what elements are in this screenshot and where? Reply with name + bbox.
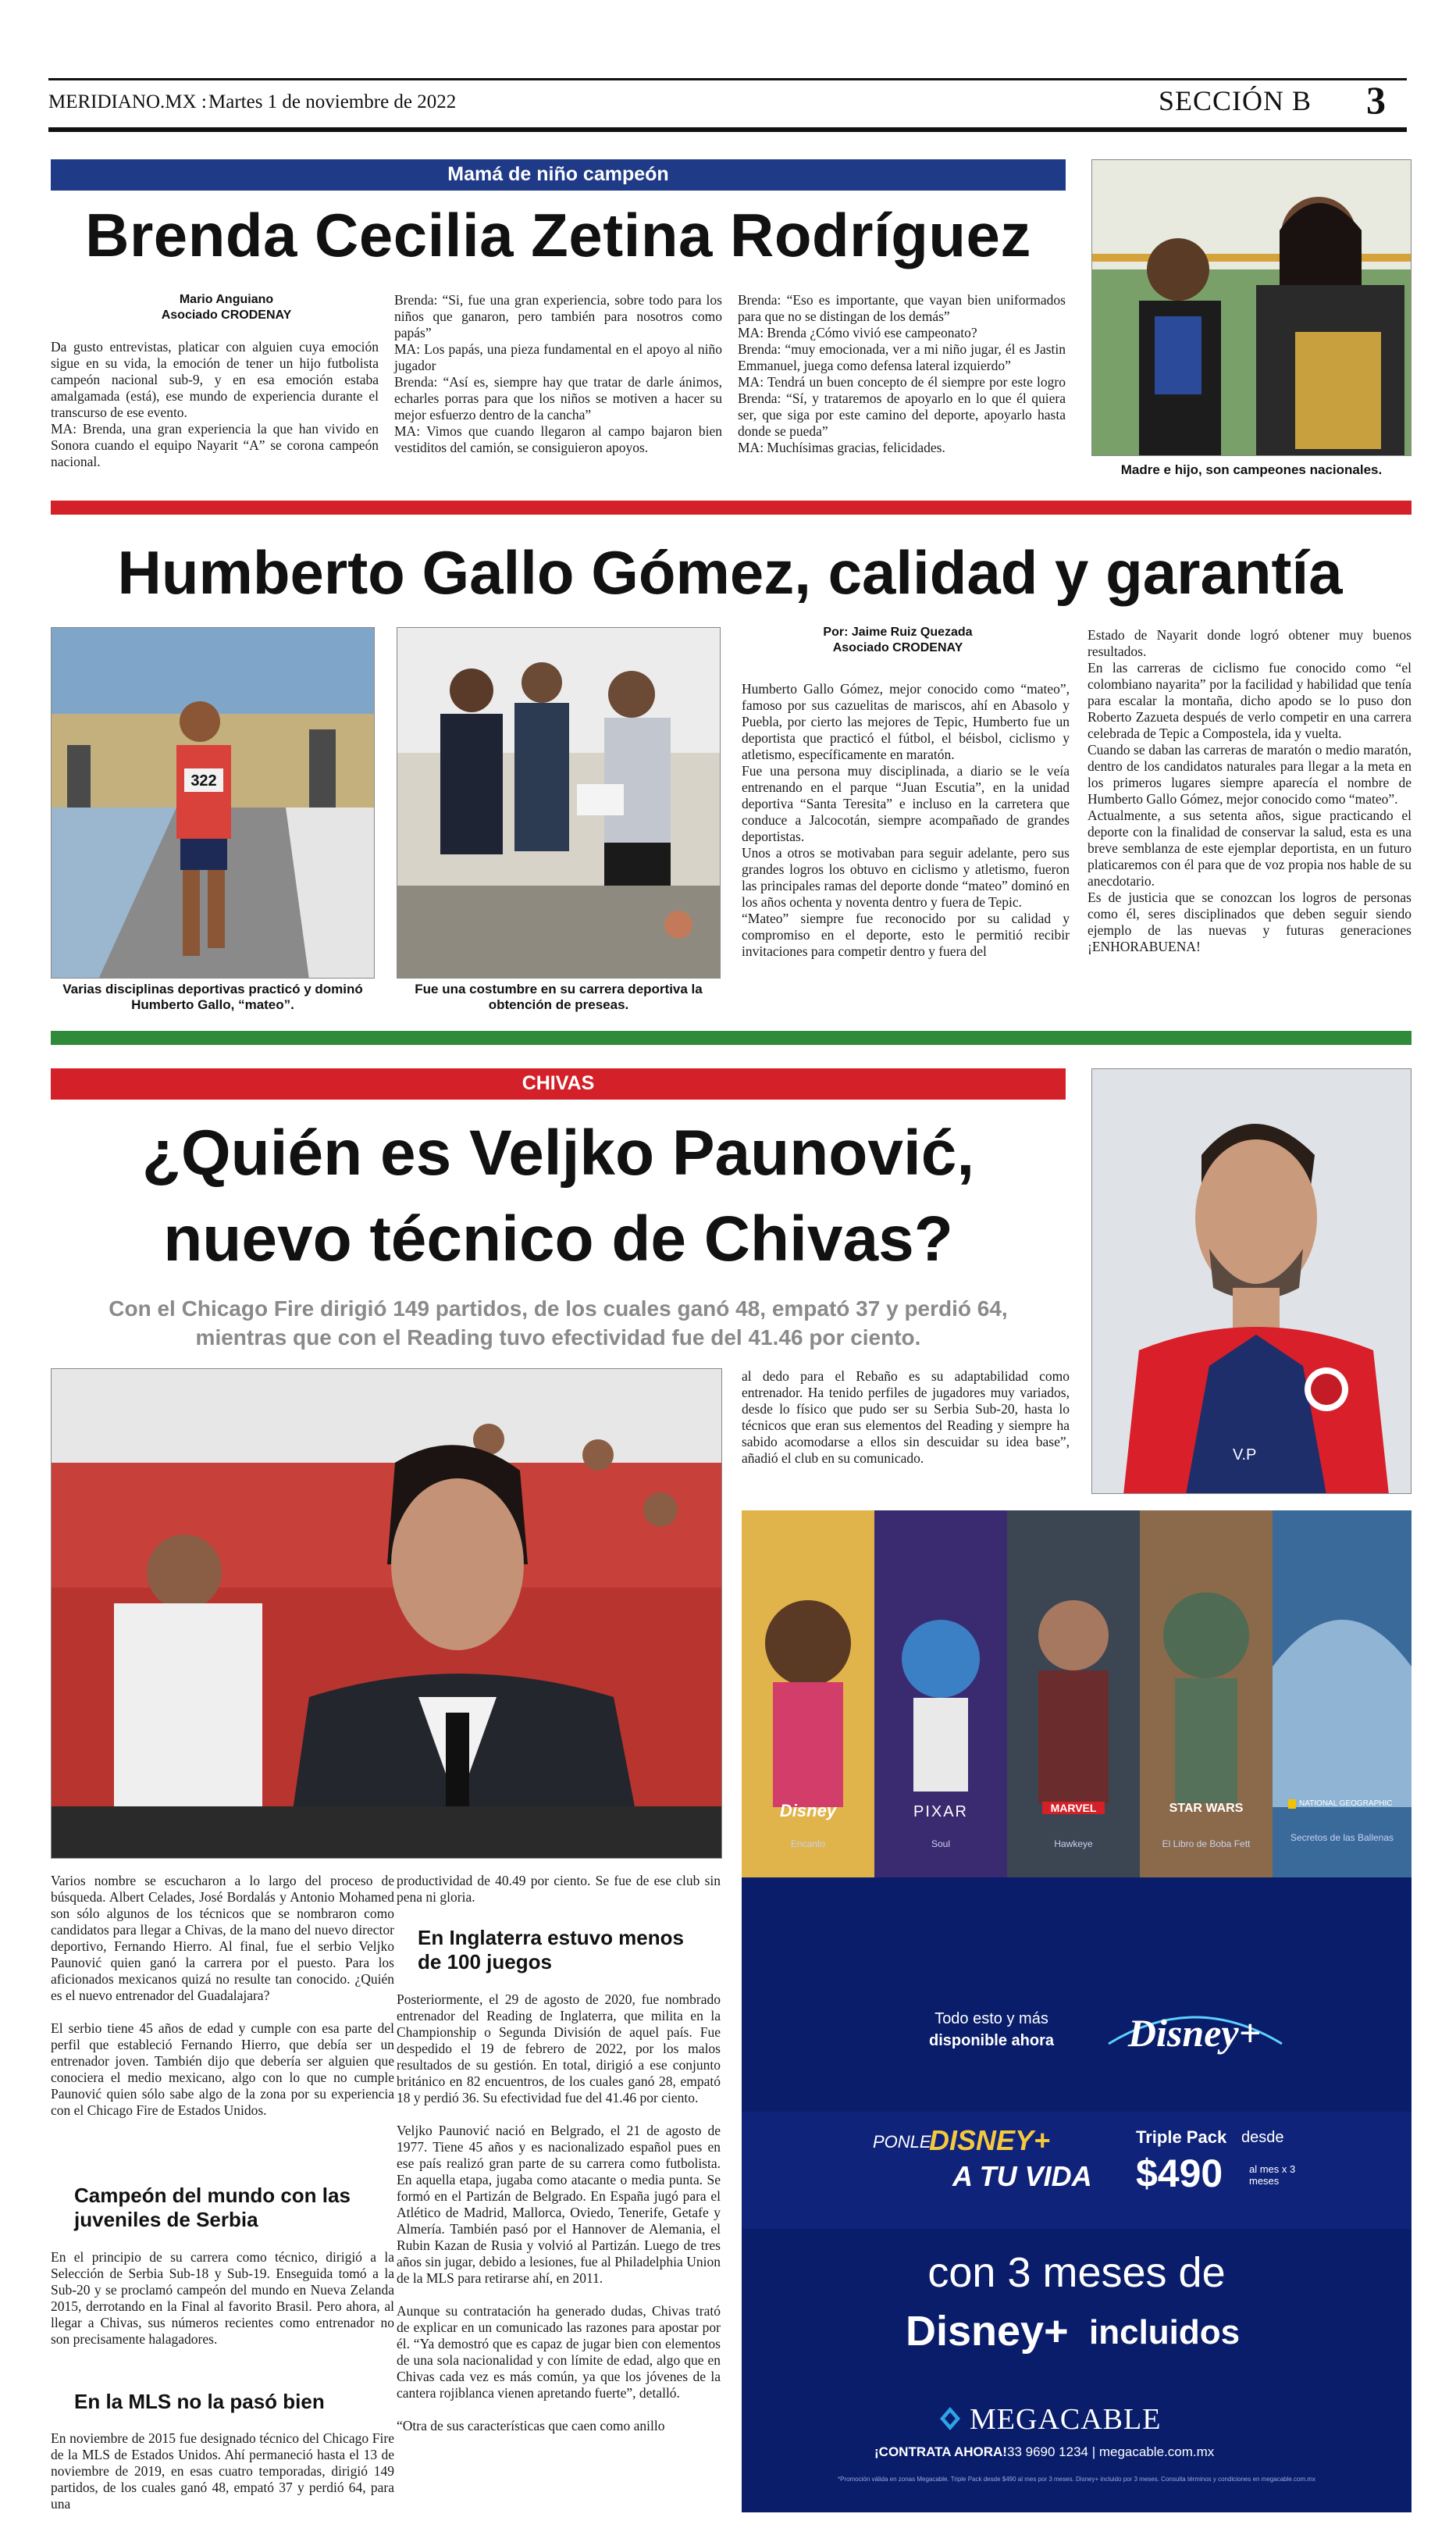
article2-col2 — [1088, 627, 1412, 955]
article3-title-line2: nuevo técnico de Chivas? — [163, 1203, 953, 1275]
divider-red — [51, 501, 1412, 515]
paragraph: Aunque su contratación ha generado dudas, Chivas trató de explicar en un comunicado las razones para apostar por él. “Ya demostró que es capaz de jugar bien con elementos de una sola nacionalidad y con límite de edad, algo que en Chivas cada vez es más común, ya que los jóvenes de la cantera rojiblanca vienen apretando fuerte”, detalló. — [397, 2303, 721, 2401]
paragraph: Brenda: “Así es, siempre hay que tratar de darle ánimos, echarles porras para que los niños se motiven a hacer su mejor esfuerzo dentro de la cancha” — [394, 374, 722, 422]
paragraph: Brenda: “muy emocionada, ver a mi niño jugar, él es Jastin Emmanuel, juega como defensa lateral izquierdo” — [738, 341, 1066, 373]
paragraph: Humberto Gallo Gómez, mejor conocido como “mateo”, famoso por sus cazuelitas de mariscos, ahí en Abasolo y Puebla, por cierto las mejores de Tepic, Humberto fue un deportista que practicó el fútbol, el béisbol, ciclismo y atletismo, específicamente en maratón. — [742, 681, 1070, 762]
paragraph: Brenda: “Si, fue una gran experiencia, sobre todo para los niños que ganaron, pero también para nosotros como papás” — [394, 292, 722, 340]
article3-col1-c: En noviembre de 2015 fue designado técnico del Chicago Fire de la MLS de Estados Unidos. Ahí permaneció hasta el 13 de noviembre de 2019, en esas cuatro temporadas, dirigió 149 partidos, de los cuales ganó 48, empató 37 y perdió 64, para una — [51, 2430, 394, 2512]
mother-son-caption: Madre e hijo, son campeones nacionales. — [1120, 462, 1383, 477]
article1-col1 — [51, 339, 379, 470]
article3-col1 — [51, 1873, 394, 2119]
ad-promo-ponle: PONLE — [873, 2132, 931, 2152]
ad-price: $490 — [1136, 2152, 1223, 2195]
article1-col3 — [738, 292, 1066, 456]
byline-org: Asociado CRODENAY — [161, 308, 292, 322]
article1-kicker: Mamá de niño campeón — [447, 163, 669, 185]
article3-col2-b — [397, 1991, 721, 2434]
ad-title-boba: El Libro de Boba Fett — [1162, 1838, 1251, 1849]
paragraph: Es de justicia que se conozcan los logros de personas como él, seres disciplinados que deben seguir siendo ejemplo de las nuevas y futuras generaciones ¡ENHORABUENA! — [1088, 890, 1412, 954]
byline-org: Asociado CRODENAY — [832, 641, 963, 654]
ad-tagline-2: disponible ahora — [928, 2032, 1055, 2049]
paragraph: Brenda: “Eso es importante, que vayan bien uniformados para que no se distingan de los demás” — [738, 292, 1066, 324]
section-label: SECCIÓN B — [1159, 85, 1312, 116]
ad-incluidos: incluidos — [1089, 2313, 1241, 2351]
page-number: 3 — [1366, 78, 1386, 122]
article1-byline — [125, 292, 328, 323]
ad-brand-pixar: PIXAR — [913, 1803, 969, 1820]
ad-title-soul: Soul — [931, 1838, 951, 1849]
ad-logo-text: Disney+ — [1127, 2011, 1262, 2055]
paragraph: MA: Muchísimas gracias, felicidades. — [738, 440, 945, 455]
mother-son-photo — [1091, 159, 1412, 456]
ad-provider: MEGACABLE — [970, 2403, 1162, 2436]
paragraph: Cuando se daban las carreras de maratón o medio maratón, dentro de los candidatos naturales para llegar a la meta en los primeros lugares siempre aparecía el nombre de Humberto Gallo Gómez, mejor conocido como “mateo”. — [1088, 742, 1412, 807]
article1-col2 — [394, 292, 722, 456]
paragraph: “Otra de sus características que caen como anillo — [397, 2418, 665, 2433]
paragraph: “Mateo” siempre fue reconocido por su calidad y compromiso en el deporte, esto le permitió recibir invitaciones para competir dentro y fuera del — [742, 911, 1070, 959]
paragraph: MA: Brenda, una gran experiencia la que han vivido en Sonora cuando el equipo Nayarit “A” se corona campeón nacional. — [51, 421, 379, 469]
ad-poster-strip — [742, 1510, 1412, 1877]
divider-green — [51, 1031, 1412, 1045]
ad-title-hawkeye: Hawkeye — [1054, 1838, 1093, 1849]
ad-triple-pack: Triple Pack — [1136, 2127, 1227, 2147]
subhead-inglaterra: En Inglaterra estuvo menos de 100 juegos — [418, 1926, 684, 1973]
article2-col1 — [742, 681, 1070, 960]
subhead-campeon: Campeón del mundo con las juveniles de Serbia — [74, 2184, 351, 2231]
ad-title-ballenas: Secretos de las Ballenas — [1290, 1832, 1394, 1843]
portrait-initials: V.P — [1233, 1446, 1257, 1464]
paragraph: MA: Vimos que cuando llegaron al campo bajaron bien vestiditos del camión, se consiguieron apoyos. — [394, 423, 722, 455]
ad-contract-label[interactable]: ¡CONTRATA AHORA! — [874, 2444, 1007, 2459]
paragraph: Actualmente, a sus setenta años, sigue practicando el deporte con la finalidad de conservar la salud, esta es una breve semblanza de este ejemplar deportista, en un futuro platicaremos con él para que de voz propia nos hable de su anecdotario. — [1088, 808, 1412, 889]
header-top-rule — [48, 78, 1407, 80]
byline-name: Mario Anguiano — [179, 293, 274, 306]
paragraph: Varios nombre se escucharon a lo largo del proceso de búsqueda. Albert Celades, José Bordalás y Antonio Mohamed son sólo algunos de los técnicos que se nombraron como candidatos para llegar a Chivas, de la mano del nuevo director deportivo, Fernando Hierro. Al final, fue el serbio Veljko Paunović quien ganó la carrera por el puesto. Para los aficionados mexicanos quizá no resulte tan conocido. ¿Quién es el nuevo entrenador del Guadalajara? — [51, 1873, 394, 2003]
disney-ad[interactable] — [742, 1510, 1412, 2512]
ad-contract-info[interactable]: 33 9690 1234 | megacable.com.mx — [1007, 2444, 1215, 2459]
ad-incluidos-brand: Disney+ — [906, 2308, 1069, 2355]
ad-fine-print: *Promoción válida en zonas Megacable. Triple Pack desde $490 al mes por 3 meses. Disney+ incluido por 3 meses. Consulta términos y condiciones en megacable.com.mx — [837, 2476, 1316, 2483]
chivas-kicker: CHIVAS — [522, 1072, 595, 1094]
masthead: MERIDIANO.MX : — [48, 91, 207, 112]
megacable-logo-icon — [937, 2405, 963, 2432]
runner-photo — [51, 627, 375, 979]
ad-brand-disney: Disney — [779, 1801, 837, 1820]
article3-col1-b: En el principio de su carrera como técnico, dirigió a la Selección de Serbia Sub-18 y Sub-19. Enseguida tomó a la Sub-20 y se proclamó campeón del mundo en Nueva Zelanda 2015, derrotando en la Final al favorito Brasil. Pero ahora, al llegar a Chivas, sus números recientes como entrenador no son precisamente halagadores. — [51, 2249, 394, 2347]
paragraph: MA: Tendrá un buen concepto de él siempre por este logro Brenda: “Sí, y trataremos de apoyarlo en lo que él quiera ser, que siga por este camino del deporte, apoyarlo hasta donde se pueda” — [738, 374, 1066, 439]
ad-promo-disneyplus: DISNEY+ — [929, 2124, 1051, 2156]
article1-title: Brenda Cecilia Zetina Rodríguez — [85, 201, 1031, 269]
ad-price-sub: al mes x 3 meses — [1249, 2163, 1296, 2187]
ad-desde: desde — [1241, 2129, 1284, 2146]
paragraph: MA: Brenda ¿Cómo vivió ese campeonato? — [738, 325, 977, 340]
article3-title-line1: ¿Quién es Veljko Paunović, — [141, 1118, 975, 1189]
issue-date: Martes 1 de noviembre de 2022 — [208, 91, 457, 112]
paragraph: Estado de Nayarit donde logró obtener muy buenos resultados. — [1088, 627, 1412, 659]
article3-deck-line1: Con el Chicago Fire dirigió 149 partidos, de los cuales ganó 48, empató 37 y perdió 64, — [109, 1296, 1008, 1321]
article2-title: Humberto Gallo Gómez, calidad y garantía — [117, 538, 1343, 607]
paragraph: Posteriormente, el 29 de agosto de 2020, fue nombrado entrenador del Reading de Inglaterra, que milita en la Championship o Segunda División de aquel país. Fue despedido el 19 de febrero de 2022, por los malos resultados de su gestión. En total, dirigió a ese conjunto británico en 82 encuentros, de los cuales ganó 28, empató 18 y perdió 36. Su efectividad fue del 41.46 por ciento. — [397, 1991, 721, 2105]
ad-brand-starwars: STAR WARS — [1169, 1802, 1244, 1815]
ad-brand-natgeo: NATIONAL GEOGRAPHIC — [1288, 1799, 1397, 1809]
runner-caption: Varias disciplinas deportivas practicó y dominó Humberto Gallo, “mateo”. — [62, 982, 363, 1012]
paragraph: En las carreras de ciclismo fue conocido como “el colombiano nayarita” por la facilidad y habilidad que tenía para escalar la montaña, dicho apodo se lo puso don Roberto Zazueta después de verlo competir en una carrera celebrada de Tepic a Compostela, ida y vuelta. — [1088, 660, 1412, 741]
runner-bib-number: 322 — [190, 772, 217, 790]
article2-byline — [796, 625, 999, 656]
ad-tagline-1: Todo esto y más — [934, 2010, 1048, 2027]
ad-brand-marvel: MARVEL — [1042, 1802, 1105, 1814]
paragraph: Veljko Paunović nació en Belgrado, el 21 de agosto de 1977. Tiene 45 años y es nacionalizado español pues en ese país realizó gran parte de su carrera como futbolista. En aquella etapa, jugaba como atacante o media punta. Se formó en el Partizán de Belgrado. En España jugó para el Atlético de Madrid, Mallorca, Oviedo, Tenerife, Getafe y Almería. También pasó por el Hannover de Alemania, el Rubin Kazan de Rusia y volvió al Partizán. Luego de tres años sin jugar, debido a lesiones, fue al Philadelphia Union de la MLS para retirarse ahí, en 2011. — [397, 2123, 721, 2286]
ad-promo-atuvida: A TU VIDA — [952, 2160, 1092, 2192]
medal-ceremony-caption: Fue una costumbre en su carrera deportiva la obtención de preseas. — [415, 982, 703, 1012]
header-bottom-rule — [48, 127, 1407, 132]
paunovic-portrait — [1091, 1068, 1412, 1494]
paunovic-bench-photo — [51, 1368, 722, 1859]
paragraph: MA: Los papás, una pieza fundamental en el apoyo al niño jugador — [394, 341, 722, 373]
paragraph: Unos a otros se motivaban para seguir adelante, pero sus grandes logros los obtuvo en ciclismo y atletismo, fueron las principales ramas del deporte donde “mateo” dominó en los años ochenta y noventa dentro y fuera de Tepic. — [742, 845, 1070, 910]
article3-deck-line2: mientras que con el Reading tuvo efectividad fue del 41.46 por ciento. — [195, 1325, 921, 1350]
paragraph: El serbio tiene 45 años de edad y cumple con esa parte del perfil que estableció Fernando Hierro, que debía ser un entrenador joven. También dijo que debería ser alguien que conociera el medio mexicano, algo con lo que no cumple Paunović quien sólo sabe algo de la zona por su experiencia con el Chicago Fire de Estados Unidos. — [51, 2020, 394, 2118]
ad-con-3-meses: con 3 meses de — [927, 2249, 1226, 2296]
paragraph: Da gusto entrevistas, platicar con alguien cuya emoción sigue en su vida, la emoción de tener un hijo futbolista campeón nacional sub-9, y en esa emoción estaba amalgamada (está), ese mundo de experiencia durante el transcurso de ese evento. — [51, 339, 379, 420]
paragraph: Fue una persona muy disciplinada, a diario se le veía entrenando en el parque “Juan Escutia”, en la unidad deportiva “Santa Teresita” e incluso en la carretera que conduce a Jalcocotán, siempre acompañado de grandes deportistas. — [742, 763, 1070, 844]
subhead-mls: En la MLS no la pasó bien — [74, 2390, 325, 2413]
article3-col2: productividad de 40.49 por ciento. Se fue de ese club sin pena ni gloria. — [397, 1873, 721, 1905]
medal-ceremony-photo — [397, 627, 721, 979]
byline-name: Por: Jaime Ruiz Quezada — [823, 626, 973, 639]
article3-top-right-text: al dedo para el Rebaño es su adaptabilidad como entrenador. Ha tenido perfiles de jugadores muy variados, desde lo físico que pudo ser su Serbia Sub-20, hasta lo técnicos que eran sus elementos del Reading y siempre ha sabido acomodarse a ellos sin descuidar su idea base”, añadió el club en su comunicado. — [742, 1368, 1070, 1466]
ad-title-encanto: Encanto — [790, 1838, 826, 1849]
